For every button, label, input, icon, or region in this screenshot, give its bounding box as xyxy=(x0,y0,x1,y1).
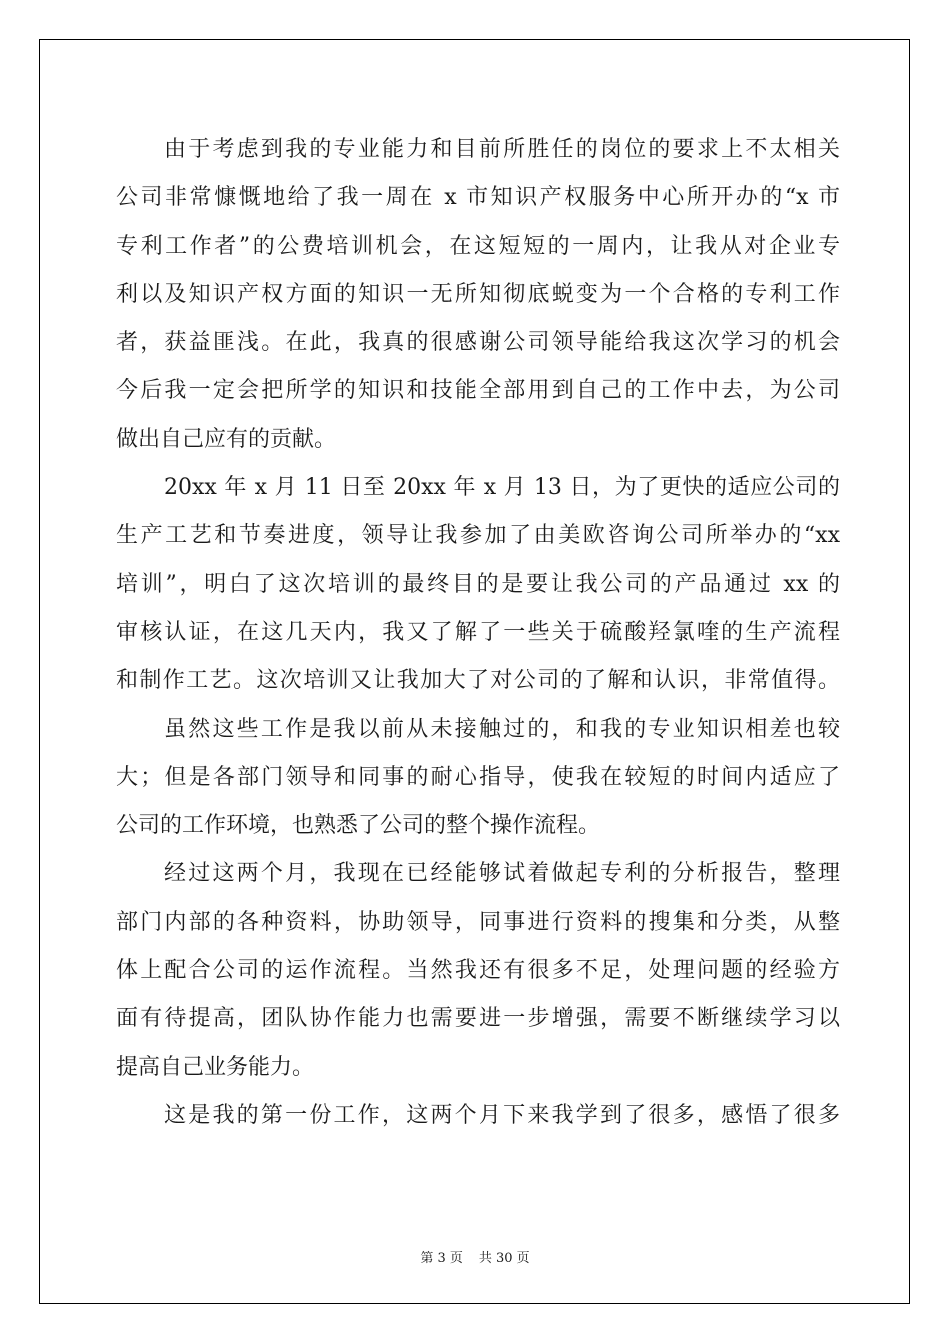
text-line: 体上配合公司的运作流程。当然我还有很多不足，处理问题的经验方 xyxy=(116,958,840,984)
text-line: 虽然这些工作是我以前从未接触过的，和我的专业知识相差也较 xyxy=(164,716,840,742)
document-body xyxy=(116,126,840,1140)
text-line: 生产工艺和节奏进度，领导让我参加了由美欧咨询公司所举办的“xx xyxy=(116,523,840,549)
text-line: 提高自己业务能力。 xyxy=(116,1054,315,1080)
page-footer xyxy=(0,1247,950,1266)
text-line: 专利工作者”的公费培训机会，在这短短的一周内，让我从对企业专 xyxy=(116,233,840,259)
text-line: 培训”，明白了这次培训的最终目的是要让我公司的产品通过 xx 的 xyxy=(116,571,840,597)
text-line: 利以及知识产权方面的知识一无所知彻底蜕变为一个合格的专利工作 xyxy=(116,281,840,307)
text-line: 做出自己应有的贡献。 xyxy=(116,426,337,452)
text-line: 经过这两个月，我现在已经能够试着做起专利的分析报告，整理 xyxy=(164,861,840,887)
text-line: 和制作工艺。这次培训又让我加大了对公司的了解和认识，非常值得。 xyxy=(116,668,840,694)
text-line: 面有待提高，团队协作能力也需要进一步增强，需要不断继续学习以 xyxy=(116,1006,840,1032)
text-line: 公司的工作环境，也熟悉了公司的整个操作流程。 xyxy=(116,813,601,839)
text-line: 公司非常慷慨地给了我一周在 x 市知识产权服务中心所开办的“x 市 xyxy=(116,185,840,211)
text-line: 这是我的第一份工作，这两个月下来我学到了很多，感悟了很多 xyxy=(164,1102,840,1128)
text-line: 今后我一定会把所学的知识和技能全部用到自己的工作中去，为公司 xyxy=(116,378,840,404)
page-number-current: 第 3 页 xyxy=(420,1251,463,1266)
text-line: 大；但是各部门领导和同事的耐心指导，使我在较短的时间内适应了 xyxy=(116,764,840,790)
text-line: 20xx 年 x 月 11 日至 20xx 年 x 月 13 日，为了更快的适应公司的 xyxy=(164,475,840,501)
text-line: 由于考虑到我的专业能力和目前所胜任的岗位的要求上不太相关 xyxy=(164,137,840,162)
text-line: 审核认证，在这几天内，我又了解了一些关于硫酸羟氯喹的生产流程 xyxy=(116,619,840,645)
text-line: 部门内部的各种资料，协助领导，同事进行资料的搜集和分类，从整 xyxy=(116,909,840,935)
text-line: 者，获益匪浅。在此，我真的很感谢公司领导能给我这次学习的机会 xyxy=(116,330,840,356)
page-number-total: 共 30 页 xyxy=(478,1251,530,1266)
